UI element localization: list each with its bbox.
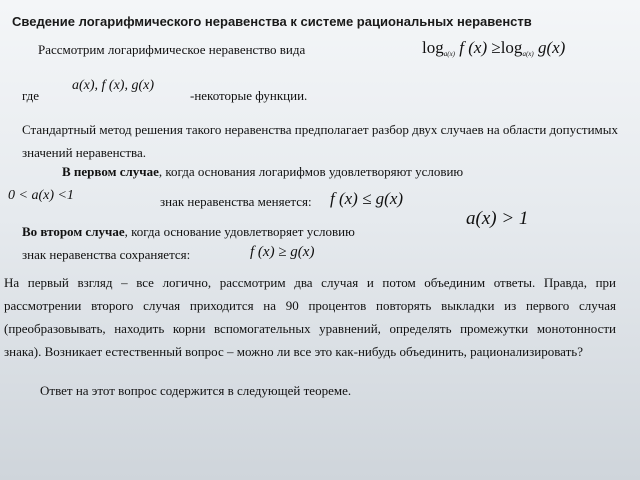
case2-bold: Во втором случае	[22, 224, 125, 239]
standard-method-text: Стандартный метод решения такого неравенства предполагает разбор двух случаев на области допустимых значений неравенства.	[22, 122, 618, 160]
log-right: log	[500, 38, 523, 57]
where-label: где	[22, 88, 40, 103]
intro-text: Рассмотрим логарифмическое неравенство вида	[38, 42, 306, 57]
formula-g: g(x)	[537, 38, 566, 57]
answer-line: Ответ на этот вопрос содержится в следующей теореме.	[40, 383, 352, 398]
case2-result: f (x) ≥ g(x)	[250, 244, 315, 260]
case2-rest: , когда основание удовлетворяет условию	[124, 224, 355, 239]
case1-bold: В первом случае	[62, 164, 159, 179]
log-right-base: a(x)	[522, 50, 534, 58]
case1-result: f (x) ≤ g(x)	[330, 189, 404, 208]
log-left: log	[422, 38, 444, 57]
case1-sign-text: знак неравенства меняется:	[160, 194, 312, 209]
formula-f: f (x)	[459, 38, 488, 57]
case1-rest: , когда основания логарифмов удовлетворяют условию	[158, 164, 464, 179]
case1-condition: 0 < a(x) <1	[8, 188, 74, 203]
case2-sign-text: знак неравенства сохраняется:	[22, 247, 191, 262]
main-paragraph: На первый взгляд – все логично, рассмотрим два случая и потом объединим ответы. Правда, при рассмотрении второго случая приходится на 90 процентов повторять выкладки из первого случая (преобразовывать, находить корни вспомогательных уравнений, определять промежутки монотонности знака). Возникает естественный вопрос – можно ли все это как-нибудь объединить, рационализировать?	[4, 275, 616, 359]
functions-note: -некоторые функции.	[190, 88, 308, 103]
main-formula	[422, 38, 565, 58]
formula-sign: ≥	[491, 38, 501, 57]
functions-list: a(x), f (x), g(x)	[72, 78, 155, 93]
case1-text	[62, 164, 463, 180]
case2-text	[22, 224, 355, 240]
log-left-base: a(x)	[443, 50, 456, 58]
slide-title: Сведение логарифмического неравенства к системе рациональных неравенств	[12, 14, 532, 29]
case2-condition: a(x) > 1	[466, 208, 529, 229]
